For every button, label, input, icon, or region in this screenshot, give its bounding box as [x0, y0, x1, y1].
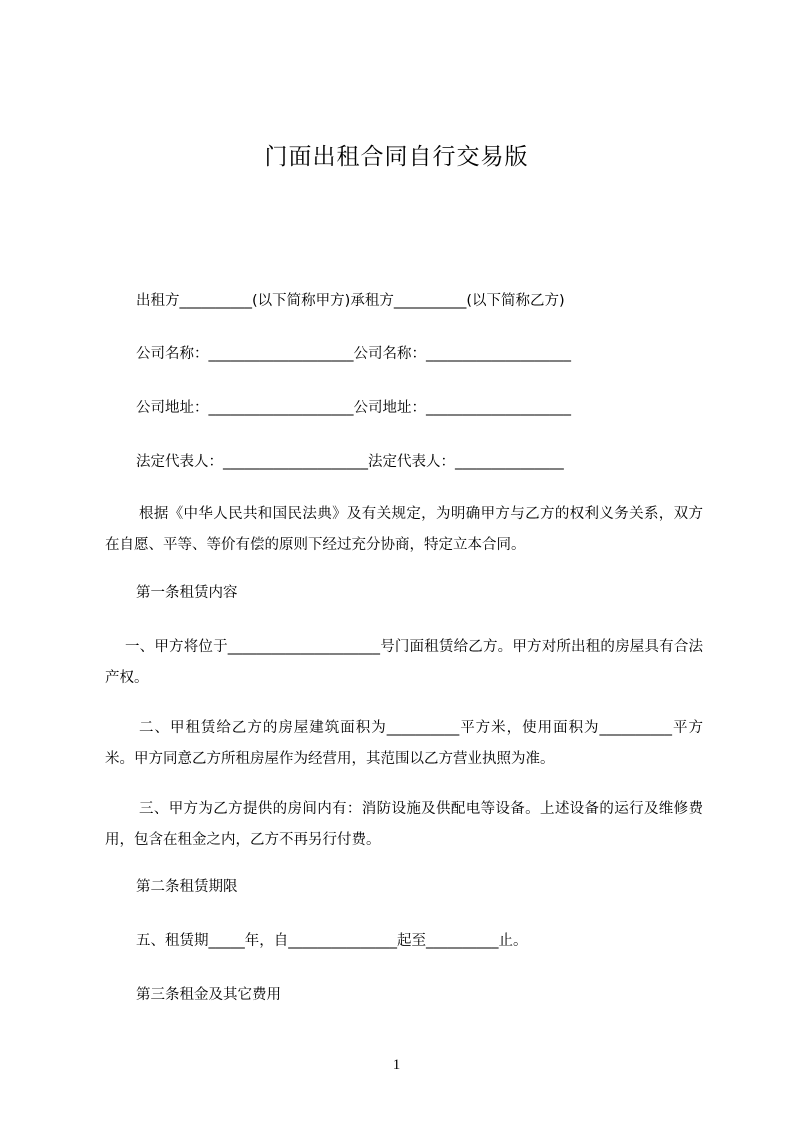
article-3-heading: 第三条租金及其它费用: [136, 987, 281, 1003]
company-name-line: 公司名称：____________________公司名称：____________________: [136, 346, 571, 362]
clause-3-paragraph: 三、甲方为乙方提供的房间内有：消防设施及供配电等设备。上述设备的运行及维修费用，包含在租金之内，乙方不再另行付费。: [105, 801, 703, 848]
clause-2-paragraph: 二、甲租赁给乙方的房屋建筑面积为__________平方米，使用面积为__________平方米。甲方同意乙方所租房屋作为经营用，其范围以乙方营业执照为准。: [105, 720, 703, 767]
clause-1-paragraph: 一、甲方将位于_____________________号门面租赁给乙方。甲方对所出租的房屋具有合法产权。: [105, 639, 703, 686]
article-2-heading: 第二条租赁期限: [136, 879, 238, 895]
document-title: 门面出租合同自行交易版: [264, 144, 529, 170]
preamble-paragraph: 根据《中华人民共和国民法典》及有关规定，为明确甲方与乙方的权利义务关系，双方在自愿、平等、等价有偿的原则下经过充分协商，特定立本合同。: [105, 506, 703, 553]
article-1-heading: 第一条租赁内容: [136, 585, 238, 601]
page-number: 1: [392, 1057, 401, 1073]
clause-5-line: 五、租赁期_____年，自_______________起至__________止。: [136, 933, 528, 949]
legal-representative-line: 法定代表人：____________________法定代表人：_______________: [136, 454, 564, 470]
company-address-line: 公司地址：____________________公司地址：____________________: [136, 400, 571, 416]
parties-line: 出租方__________(以下简称甲方)承租方__________(以下简称乙方): [136, 293, 565, 309]
